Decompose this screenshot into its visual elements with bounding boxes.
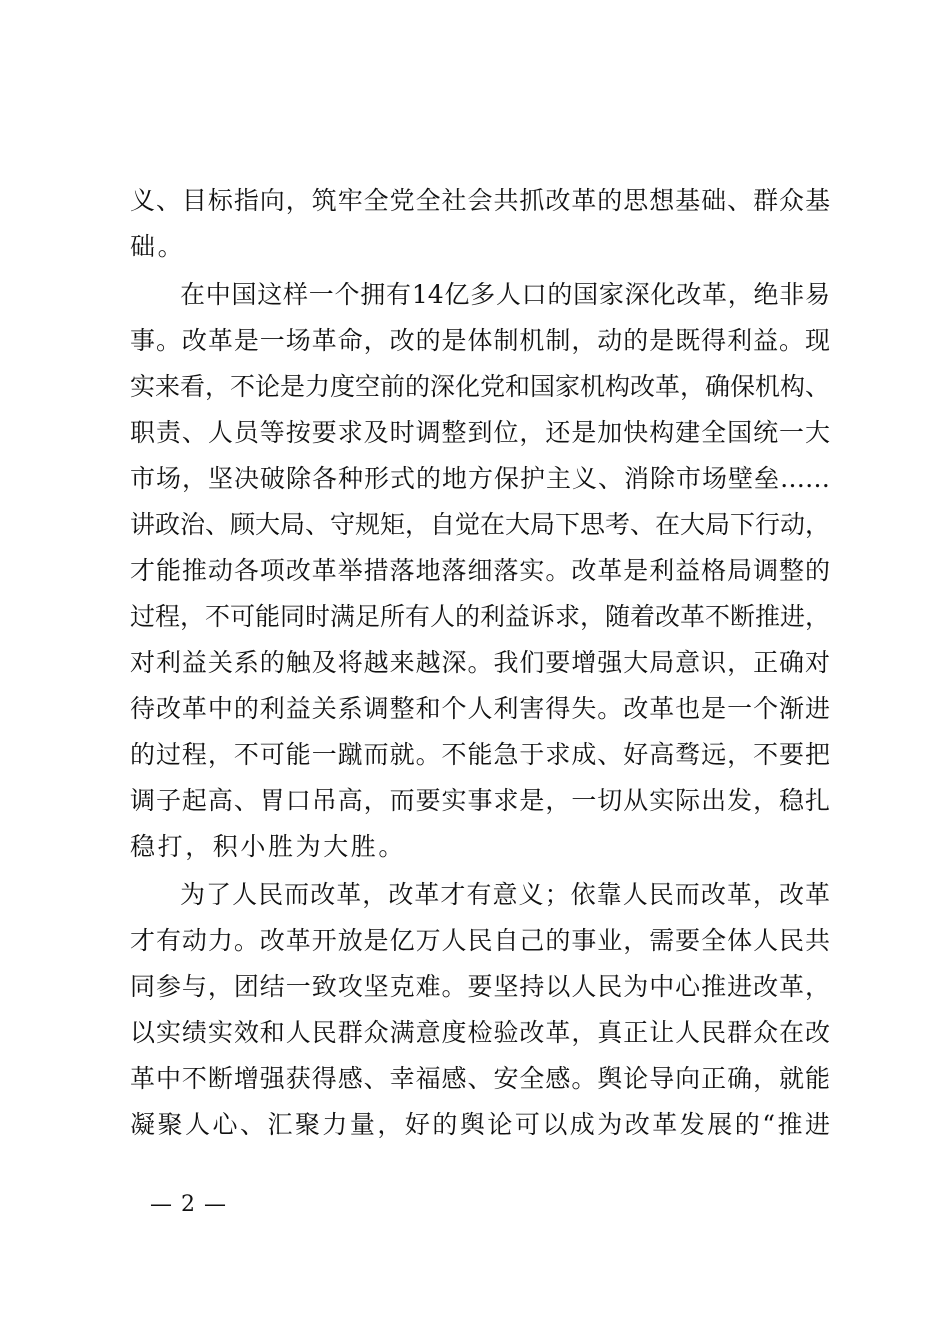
paragraph-first-line: 为了人民而改革，改革才有意义；依靠人民而改革，改革 xyxy=(180,880,830,909)
text-line: 对利益关系的触及将越来越深。我们要增强大局意识，正确对 xyxy=(130,648,830,677)
text-line: 才有动力。改革开放是亿万人民自己的事业，需要全体人民共 xyxy=(130,926,830,955)
text-line: 础。 xyxy=(130,232,186,261)
text-line: 过程，不可能同时满足所有人的利益诉求，随着改革不断推进， xyxy=(130,602,831,631)
text-line: 事。改革是一场革命，改的是体制机制，动的是既得利益。现 xyxy=(130,326,830,355)
text-line: 职责、人员等按要求及时调整到位，还是加快构建全国统一大 xyxy=(130,418,830,447)
text-line: 以实绩实效和人民群众满意度检验改革，真正让人民群众在改 xyxy=(130,1018,830,1047)
text-line: 市场，坚决破除各种形式的地方保护主义、消除市场壁垒…… xyxy=(130,464,830,493)
text-line: 才能推动各项改革举措落地落细落实。改革是利益格局调整的 xyxy=(130,556,830,585)
text-line: 讲政治、顾大局、守规矩，自觉在大局下思考、在大局下行动， xyxy=(130,510,831,539)
text-line: 同参与，团结一致攻坚克难。要坚持以人民为中心推进改革， xyxy=(130,972,830,1001)
text-line: 革中不断增强获得感、幸福感、安全感。舆论导向正确，就能 xyxy=(130,1064,830,1093)
text-line: 的过程，不可能一蹴而就。不能急于求成、好高骛远，不要把 xyxy=(130,740,830,769)
text-line: 待改革中的利益关系调整和个人利害得失。改革也是一个渐进 xyxy=(130,694,830,723)
text-line: 凝聚人心、汇聚力量，好的舆论可以成为改革发展的“推进 xyxy=(130,1110,830,1139)
page-number: — 2 — xyxy=(150,1192,227,1217)
text-line: 调子起高、胃口吊高，而要实事求是，一切从实际出发，稳扎 xyxy=(130,786,830,815)
text-line: 义、目标指向，筑牢全党全社会共抓改革的思想基础、群众基 xyxy=(130,186,830,215)
text-line: 稳打，积小胜为大胜。 xyxy=(130,832,407,861)
paragraph-first-line: 在中国这样一个拥有14亿多人口的国家深化改革，绝非易 xyxy=(180,280,830,309)
text-line: 实来看，不论是力度空前的深化党和国家机构改革，确保机构、 xyxy=(130,372,831,401)
